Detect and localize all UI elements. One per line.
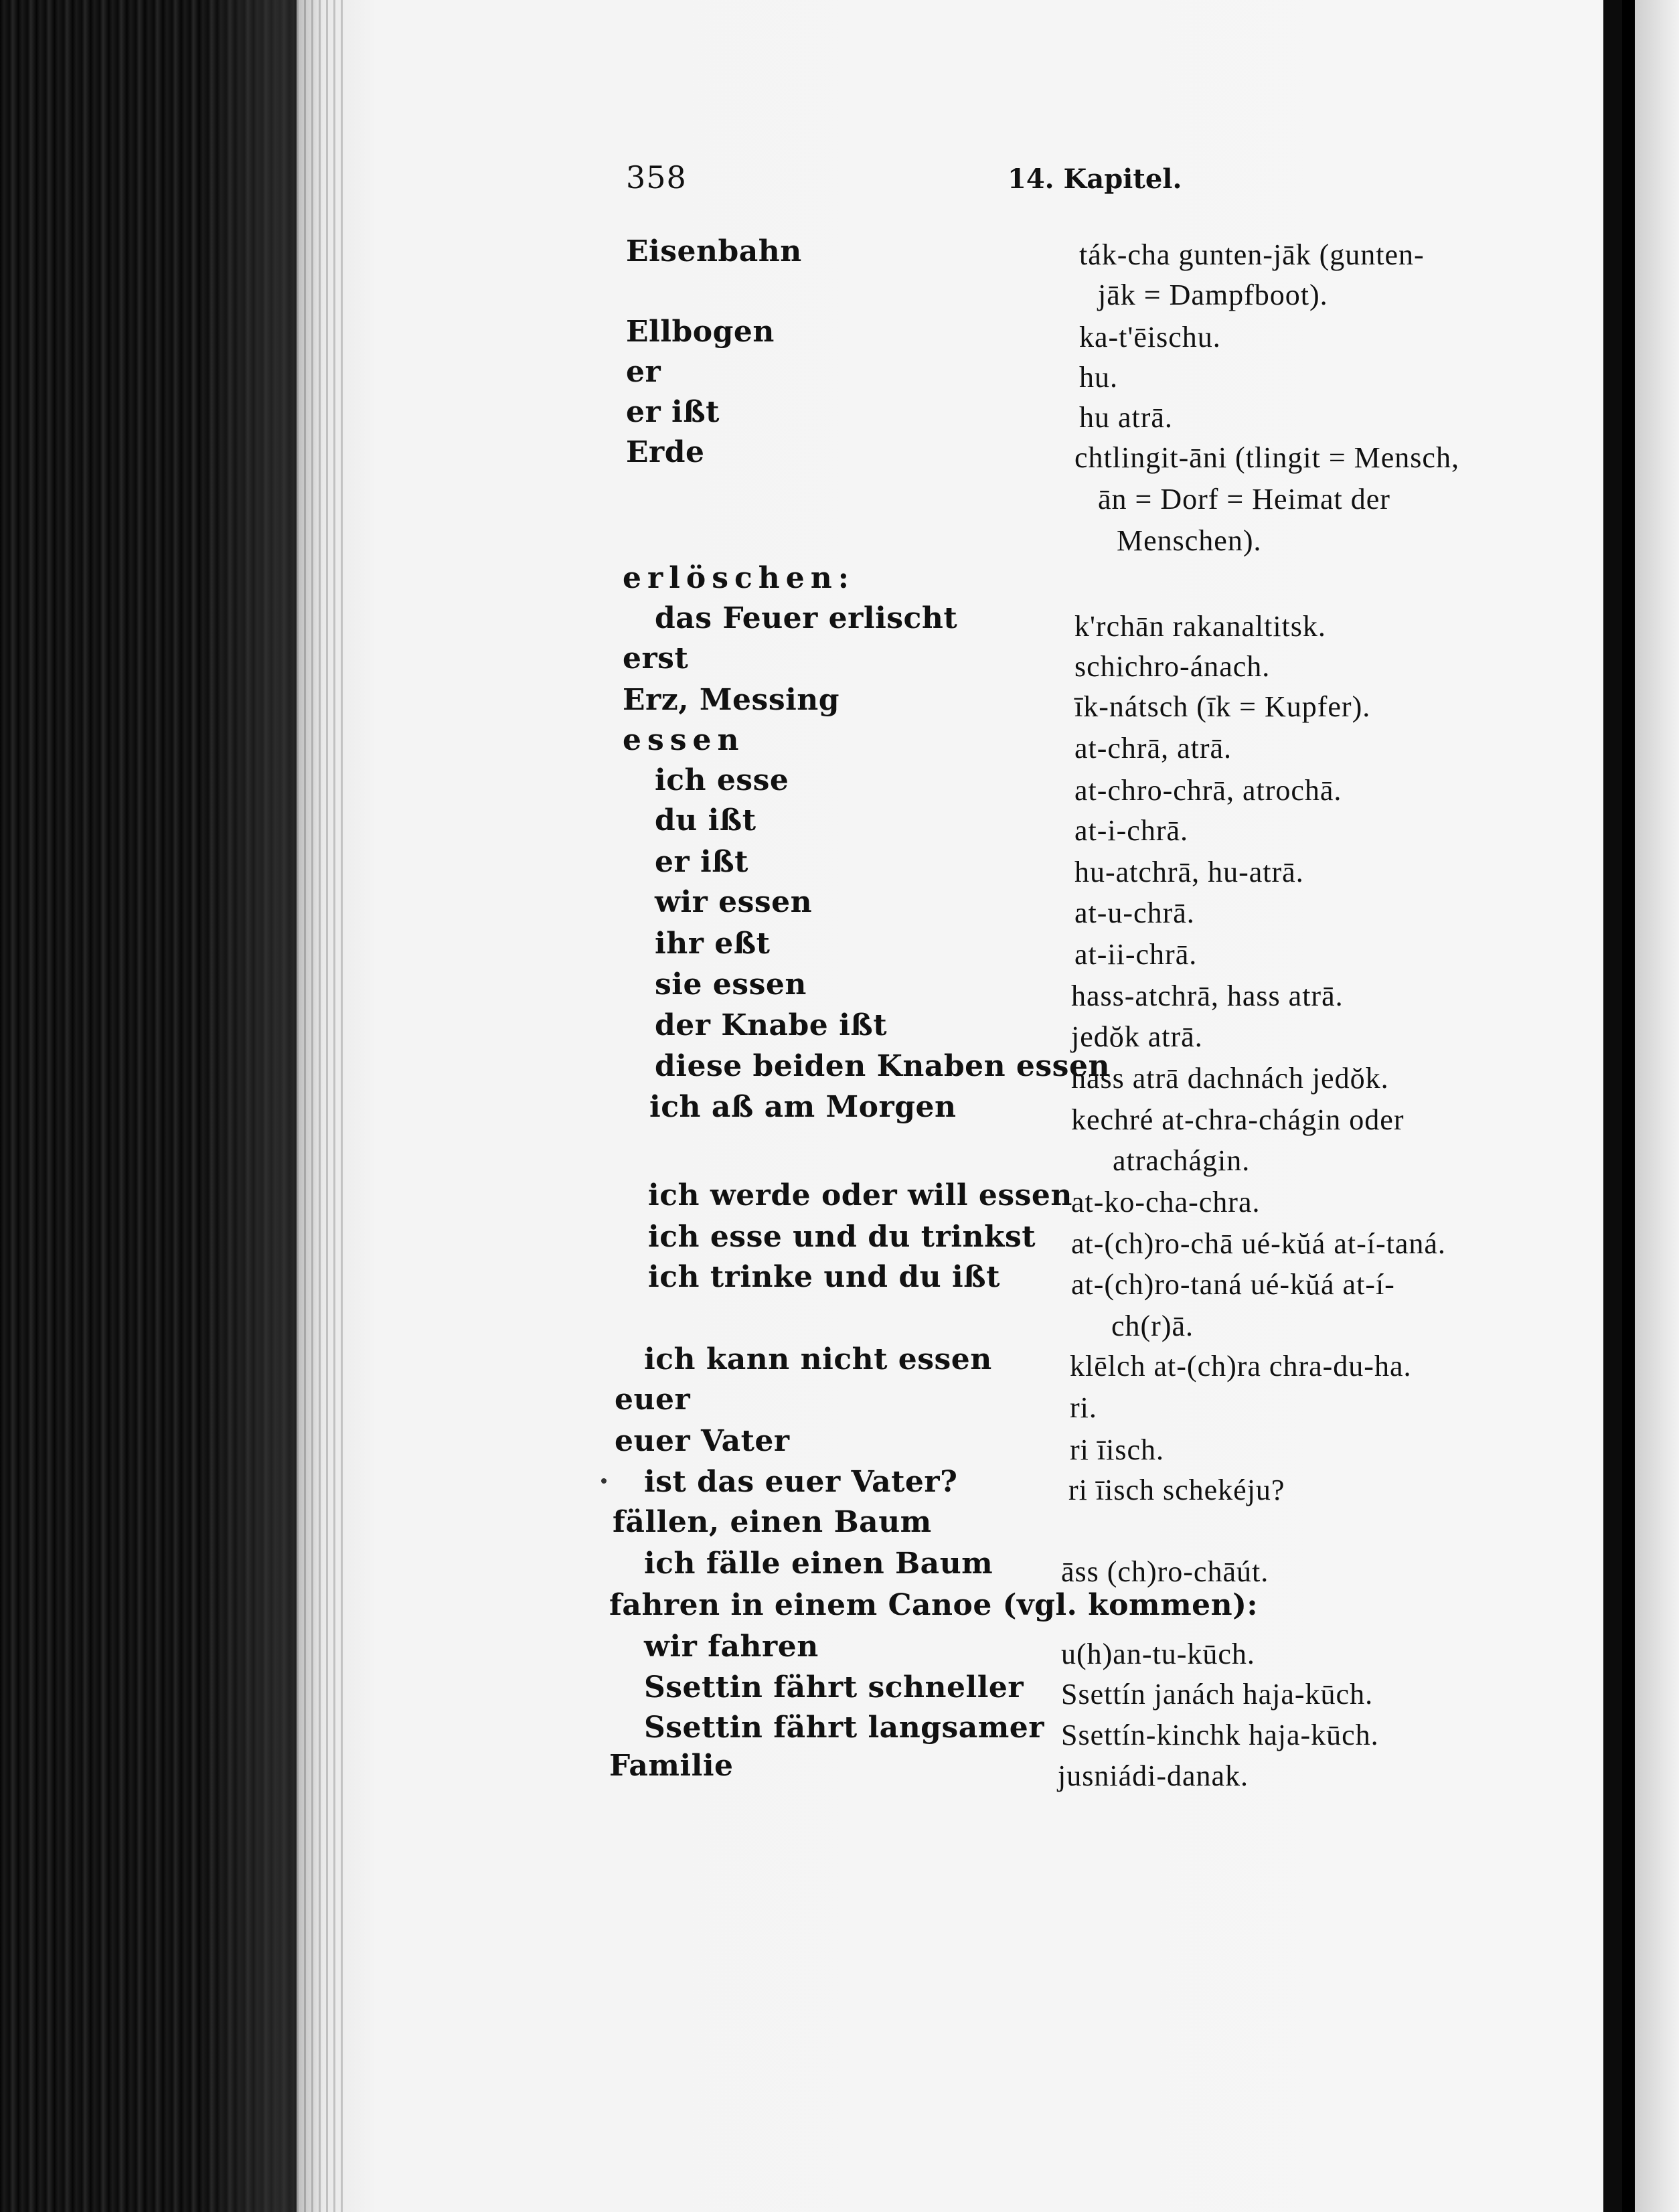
page-number: 358	[626, 159, 687, 195]
tlingit-translation: hu.	[1079, 361, 1118, 394]
chapter-title: 14. Kapitel.	[1008, 163, 1182, 195]
tlingit-translation: hass atrā dachnách jedŏk.	[1071, 1062, 1389, 1095]
german-term: Eisenbahn	[626, 234, 802, 268]
tlingit-translation: at-u-chrā.	[1074, 896, 1195, 929]
german-term: Ssettin fährt schneller	[644, 1670, 1024, 1705]
german-term: ich aß am Morgen	[649, 1090, 957, 1124]
german-term: Familie	[609, 1749, 734, 1783]
tlingit-translation-cont: jāk = Dampfboot).	[1098, 279, 1328, 311]
tlingit-translation: k'rchān rakanaltitsk.	[1074, 610, 1326, 643]
book-page	[295, 0, 1622, 2212]
tlingit-translation: hass-atchrā, hass atrā.	[1071, 979, 1344, 1012]
tlingit-translation: at-i-chrā.	[1074, 814, 1188, 847]
tlingit-translation-cont: atrachágin.	[1113, 1144, 1251, 1177]
german-term: ich trinke und du ißt	[648, 1260, 1000, 1294]
tlingit-translation: u(h)an-tu-kūch.	[1061, 1638, 1255, 1670]
german-term: ihr eßt	[655, 927, 771, 961]
tlingit-translation: hu atrā.	[1079, 401, 1173, 434]
german-term: Erz, Messing	[623, 683, 840, 717]
tlingit-translation: ri īisch schekéju?	[1068, 1474, 1285, 1506]
tlingit-translation: jedŏk atrā.	[1071, 1020, 1203, 1053]
tlingit-translation-cont: ān = Dorf = Heimat der	[1098, 483, 1390, 516]
tlingit-translation: ri īisch.	[1070, 1433, 1164, 1466]
german-term: Erde	[626, 435, 705, 469]
tlingit-translation: kechré at-chra-chágin oder	[1071, 1103, 1405, 1136]
tlingit-translation: ri.	[1070, 1391, 1097, 1424]
tlingit-translation: schichro-ánach.	[1074, 650, 1271, 683]
tlingit-translation: at-(ch)ro-chā ué-kŭá at-í-taná.	[1071, 1227, 1446, 1260]
tlingit-translation: hu-atchrā, hu-atrā.	[1074, 856, 1304, 888]
german-term: ich esse	[655, 763, 789, 797]
german-term: ich kann nicht essen	[644, 1342, 992, 1376]
german-term: er ißt	[655, 845, 748, 879]
german-term: ist das euer Vater?	[644, 1465, 958, 1499]
german-term: diese beiden Knaben essen	[655, 1049, 1110, 1083]
german-term: wir fahren	[644, 1630, 819, 1664]
german-term: ich werde oder will essen	[648, 1178, 1072, 1212]
tlingit-translation: klēlch at-(ch)ra chra-du-ha.	[1070, 1350, 1412, 1382]
tlingit-translation: āss (ch)ro-chāút.	[1061, 1555, 1269, 1588]
tlingit-translation: at-chro-chrā, atrochā.	[1074, 774, 1342, 807]
german-headword: essen	[623, 723, 745, 757]
tlingit-translation-cont: ch(r)ā.	[1111, 1310, 1194, 1342]
tlingit-translation: at-(ch)ro-taná ué-kŭá at-í-	[1071, 1268, 1395, 1301]
german-term: euer	[615, 1382, 691, 1417]
german-term: Ssettin fährt langsamer	[644, 1711, 1044, 1745]
german-term: ich esse und du trinkst	[648, 1220, 1036, 1254]
german-term: das Feuer erlischt	[655, 601, 958, 635]
german-term: er ißt	[626, 395, 720, 429]
adjacent-page-edge	[1635, 0, 1679, 2212]
german-term: wir essen	[655, 885, 813, 919]
tlingit-translation: Ssettín janách haja-kūch.	[1061, 1678, 1374, 1711]
german-term: fällen, einen Baum	[613, 1505, 932, 1539]
tlingit-translation: at-chrā, atrā.	[1074, 732, 1232, 765]
german-term: erst	[623, 641, 689, 676]
german-term: fahren in einem Canoe (vgl. kommen):	[609, 1588, 1259, 1622]
german-term: der Knabe ißt	[655, 1008, 888, 1042]
tlingit-translation: Ssettín-kinchk haja-kūch.	[1061, 1719, 1379, 1751]
ink-speck	[601, 1478, 607, 1484]
tlingit-translation: jusniádi-danak.	[1058, 1759, 1249, 1792]
german-term: Ellbogen	[626, 315, 775, 349]
tlingit-translation: at-ko-cha-chra.	[1071, 1186, 1261, 1218]
page-header	[626, 159, 1577, 200]
german-headword: erlöschen:	[623, 561, 856, 595]
german-term: euer Vater	[615, 1424, 790, 1458]
tlingit-translation: īk-nátsch (īk = Kupfer).	[1074, 690, 1371, 723]
german-term: er	[626, 355, 661, 389]
tlingit-translation: at-ii-chrā.	[1074, 938, 1198, 971]
german-term: sie essen	[655, 967, 807, 1002]
tlingit-translation: ka-t'ēischu.	[1079, 321, 1221, 353]
tlingit-translation: ták-cha gunten-jāk (gunten-	[1079, 238, 1425, 271]
tlingit-translation-cont: Menschen).	[1117, 524, 1262, 557]
tlingit-translation: chtlingit-āni (tlingit = Mensch,	[1074, 441, 1459, 474]
german-term: ich fälle einen Baum	[644, 1547, 993, 1581]
german-term: du ißt	[655, 803, 756, 838]
